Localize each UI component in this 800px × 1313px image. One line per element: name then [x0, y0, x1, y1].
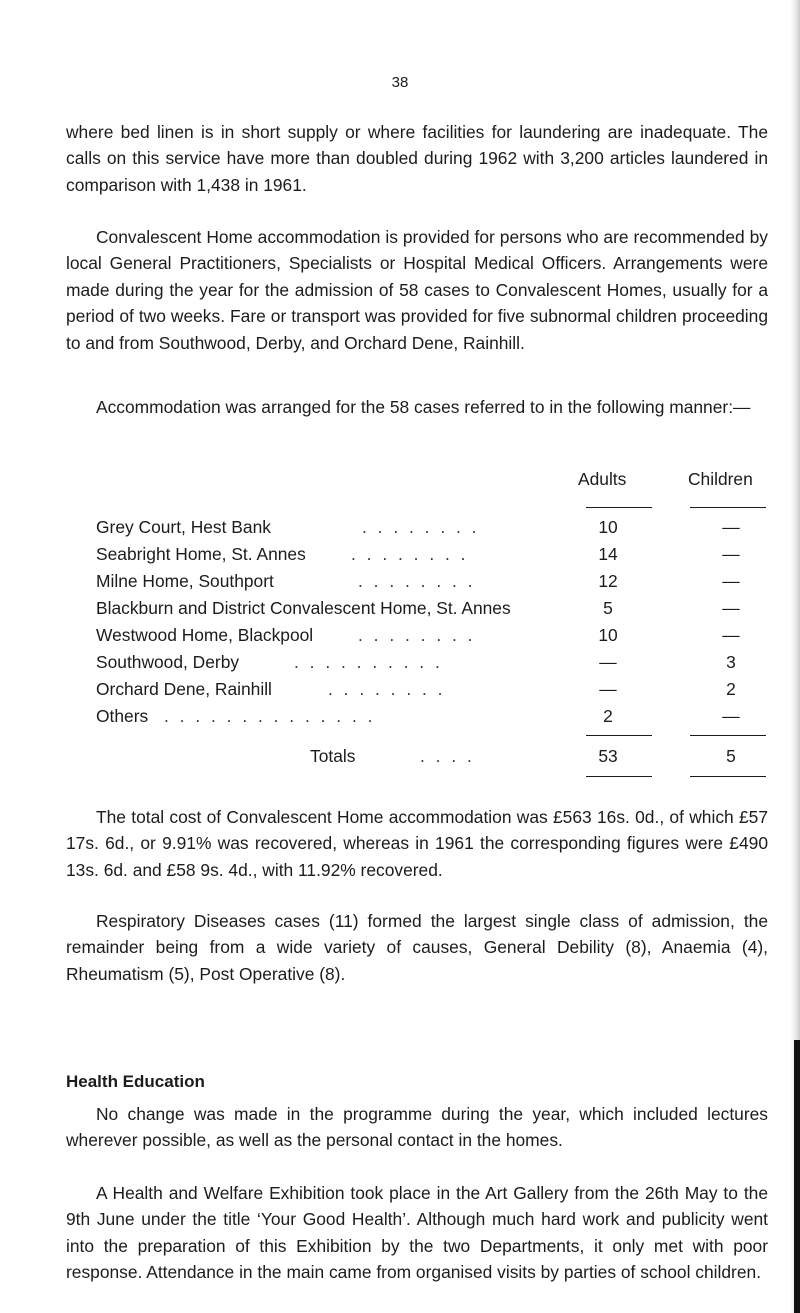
leader-dots: . . . . . . . . — [351, 544, 469, 564]
row-adults: 10 — [598, 625, 618, 645]
leader-dots: . . . . . . . . — [358, 625, 476, 645]
children-header-rule — [690, 507, 766, 508]
adults-subtotal-rule — [586, 735, 652, 736]
table-row — [96, 544, 768, 570]
row-name: Grey Court, Hest Bank — [96, 517, 271, 537]
row-adults: 2 — [603, 706, 613, 726]
row-children: 3 — [726, 652, 736, 672]
table-row — [96, 706, 768, 732]
table-row — [96, 598, 768, 624]
paragraph-total-cost: The total cost of Convalescent Home accommodation was £563 16s. 0d., of which £57 17s. 6d., or 9.91% was recovered, whereas in 1961 the corresponding figures were £490 13s. 6d. and £58 9s. 4d., with 11.92% recovered. — [66, 807, 768, 880]
leader-dots: . . . . . . . . — [358, 571, 476, 591]
row-name: Southwood, Derby — [96, 652, 240, 672]
row-name: Seabright Home, St. Annes — [96, 544, 306, 564]
table-row — [96, 571, 768, 597]
row-children: — — [722, 544, 740, 564]
row-children: — — [722, 625, 740, 645]
table-row — [96, 679, 768, 705]
row-name: Westwood Home, Blackpool — [96, 625, 314, 645]
row-children: — — [722, 517, 740, 537]
totals-adults: 53 — [598, 746, 618, 766]
paragraph-respiratory: Respiratory Diseases cases (11) formed the largest single class of admission, the remainder being from a wide variety of causes, General Debility (8), Anaemia (4), Rheumatism (5), Post Operative (8). — [66, 911, 768, 984]
leader-dots: . . . . . . . . — [328, 679, 446, 699]
leader-dots: . . . . . . . . . . . . . . — [164, 706, 376, 726]
row-adults: — — [599, 679, 617, 699]
leader-dots: . . . . . . . . . . — [294, 652, 443, 672]
adults-total-rule — [586, 776, 652, 777]
totals-children: 5 — [726, 746, 736, 766]
row-children: — — [722, 571, 740, 591]
row-children: — — [722, 598, 740, 618]
totals-label: Totals — [310, 746, 356, 766]
paragraph-programme: No change was made in the programme during the year, which included lectures wherever possible, as well as the personal contact in the homes. — [66, 1104, 768, 1151]
paragraph-accommodation: Accommodation was arranged for the 58 cases referred to in the following manner:— — [96, 397, 751, 417]
column-header-adults: Adults — [578, 469, 627, 489]
row-adults: 5 — [603, 598, 613, 618]
row-children: — — [722, 706, 740, 726]
adults-header-rule — [586, 507, 652, 508]
paragraph-convalescent-homes: Convalescent Home accommodation is provided for persons who are recommended by local General Practitioners, Specialists or Hospital Medical Officers. Arrangements were made during the year for the admission of 58 cases to Convalescent Homes, usually for a period of two weeks. Fare or transport was provided for five subnormal children proceeding to and from Southwood, Derby, and Orchard Dene, Rainhill. — [66, 227, 768, 353]
paragraph-exhibition: A Health and Welfare Exhibition took place in the Art Gallery from the 26th May to the 9th June under the title ‘Your Good Health’. Although much hard work and publicity went into the preparation of this Exhibition by the two Departments, it only met with poor response. Attendance in the main came from organised visits by parties of school children. — [66, 1183, 768, 1283]
totals-row — [96, 746, 768, 772]
row-adults: 14 — [598, 544, 618, 564]
table-row — [96, 625, 768, 651]
leader-dots: . . . . . . . . — [362, 517, 480, 537]
row-name: Others — [96, 706, 149, 726]
scan-edge-bar — [794, 1040, 800, 1313]
children-subtotal-rule — [690, 735, 766, 736]
table-row — [96, 652, 768, 678]
row-adults: 12 — [598, 571, 618, 591]
column-header-children: Children — [688, 469, 753, 489]
children-total-rule — [690, 776, 766, 777]
paragraph-bed-linen: where bed linen is in short supply or where facilities for laundering are inadequate. The calls on this service have more than doubled during 1962 with 3,200 articles laundered in comparison with 1,438 in 1961. — [66, 122, 768, 195]
table-row — [96, 517, 768, 543]
row-adults: 10 — [598, 517, 618, 537]
section-heading-health-education: Health Education — [66, 1072, 205, 1091]
row-name: Blackburn and District Convalescent Home, St. Annes — [96, 598, 511, 618]
row-adults: — — [599, 652, 617, 672]
page-number: 38 — [391, 74, 409, 91]
row-children: 2 — [726, 679, 736, 699]
row-name: Milne Home, Southport — [96, 571, 274, 591]
leader-dots: . . . . — [420, 746, 475, 766]
row-name: Orchard Dene, Rainhill — [96, 679, 272, 699]
